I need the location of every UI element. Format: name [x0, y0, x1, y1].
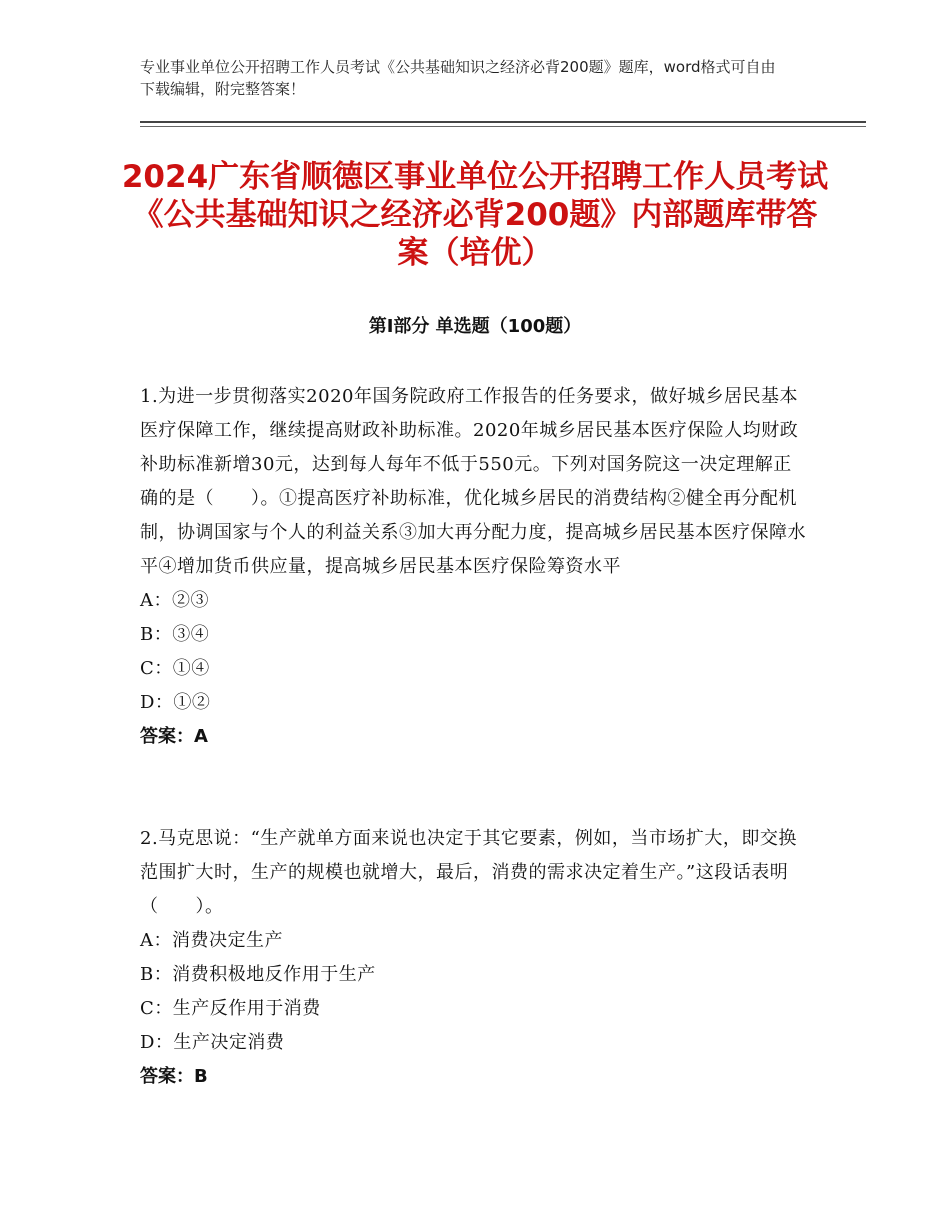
option-c: C：生产反作用于消费 — [140, 998, 321, 1019]
question-2 — [140, 822, 810, 1094]
option-a: A：消费决定生产 — [140, 930, 283, 951]
option-d: D：生产决定消费 — [140, 1032, 285, 1053]
question-1 — [140, 380, 810, 754]
document-title: 2024广东省顺德区事业单位公开招聘工作人员考试《公共基础知识之经济必背200题》内部题库带答案（培优） — [121, 159, 829, 271]
question-stem: 1.为进一步贯彻落实2020年国务院政府工作报告的任务要求，做好城乡居民基本医疗保障工作，继续提高财政补助标准。2020年城乡居民基本医疗保险人均财政补助标准新增30元，达到每人每年不低于550元。下列对国务院这一决定理解正确的是（ ）。①提高医疗补助标准，优化城乡居民的消费结构②健全再分配机制，协调国家与个人的利益关系③加大再分配力度，提高城乡居民基本医疗保障水平④增加货币供应量，提高城乡居民基本医疗保险筹资水平 — [140, 386, 806, 577]
header-divider-thin — [140, 126, 866, 127]
question-stem: 2.马克思说：“生产就单方面来说也决定于其它要素，例如，当市场扩大，即交换范围扩大时，生产的规模也就增大，最后，消费的需求决定着生产。”这段话表明（ ）。 — [140, 828, 797, 917]
option-a: A：②③ — [140, 590, 209, 611]
answer: 答案：A — [140, 726, 208, 747]
option-b: B：消费积极地反作用于生产 — [140, 964, 376, 985]
section-title: 第Ⅰ部分 单选题（100题） — [368, 316, 582, 337]
header-note: 专业事业单位公开招聘工作人员考试《公共基础知识之经济必背200题》题库，word格式可自由下载编辑，附完整答案！ — [140, 58, 776, 98]
answer: 答案：B — [140, 1066, 208, 1087]
option-b: B：③④ — [140, 624, 210, 645]
option-d: D：①② — [140, 692, 211, 713]
header-divider-thick — [140, 121, 866, 123]
option-c: C：①④ — [140, 658, 210, 679]
